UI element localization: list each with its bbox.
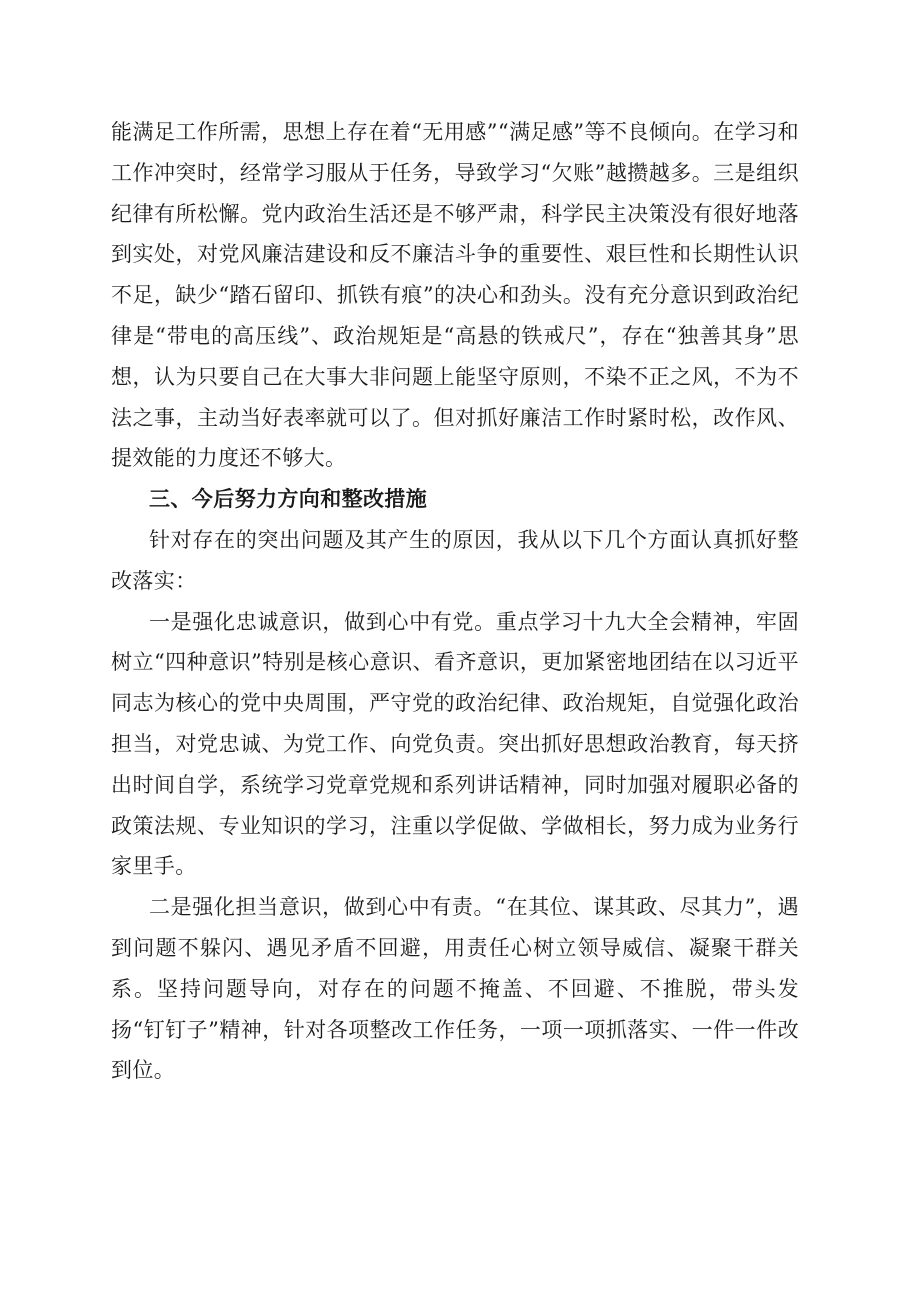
paragraph-continued: 能满足工作所需，思想上存在着“无用感”“满足感”等不良倾向。在学习和工作冲突时，经常学习服从于任务，导致学习“欠账”越攒越多。三是组织纪律有所松懈。党内政治生活还是不够严肃，科学民主决策没有很好地落到实处，对党风廉洁建设和反不廉洁斗争的重要性、艰巨性和长期性认识不足，缺少“踏石留印、抓铁有痕”的决心和劲头。没有充分意识到政治纪律是“带电的高压线”、政治规矩是“高悬的铁戒尺”，存在“独善其身”思想，认为只要自己在大事大非问题上能坚守原则，不染不正之风，不为不法之事，主动当好表率就可以了。但对抓好廉洁工作时紧时松，改作风、提效能的力度还不够大。	[111, 120, 799, 471]
section-heading: 三、今后努力方向和整改措施	[149, 486, 428, 512]
document-body	[111, 112, 799, 1091]
paragraph-measure-2: 二是强化担当意识，做到心中有责。“在其位、谋其政、尽其力”，遇到问题不躲闪、遇见矛盾不回避，用责任心树立领导威信、凝聚干群关系。坚持问题导向，对存在的问题不掩盖、不回避、不推脱，带头发扬“钉钉子”精神，针对各项整改工作任务，一项一项抓落实、一件一件改到位。	[111, 895, 799, 1083]
paragraph-measure-1: 一是强化忠诚意识，做到心中有党。重点学习十九大全会精神，牢固树立“四种意识”特别是核心意识、看齐意识，更加紧密地团结在以习近平同志为核心的党中央周围，严守党的政治纪律、政治规矩，自觉强化政治担当，对党忠诚、为党工作、向党负责。突出抓好思想政治教育，每天挤出时间自学，系统学习党章党规和系列讲话精神，同时加强对履职必备的政策法规、专业知识的学习，注重以学促做、学做相长，努力成为业务行家里手。	[111, 609, 799, 879]
paragraph-intro: 针对存在的突出问题及其产生的原因，我从以下几个方面认真抓好整改落实：	[111, 527, 799, 593]
